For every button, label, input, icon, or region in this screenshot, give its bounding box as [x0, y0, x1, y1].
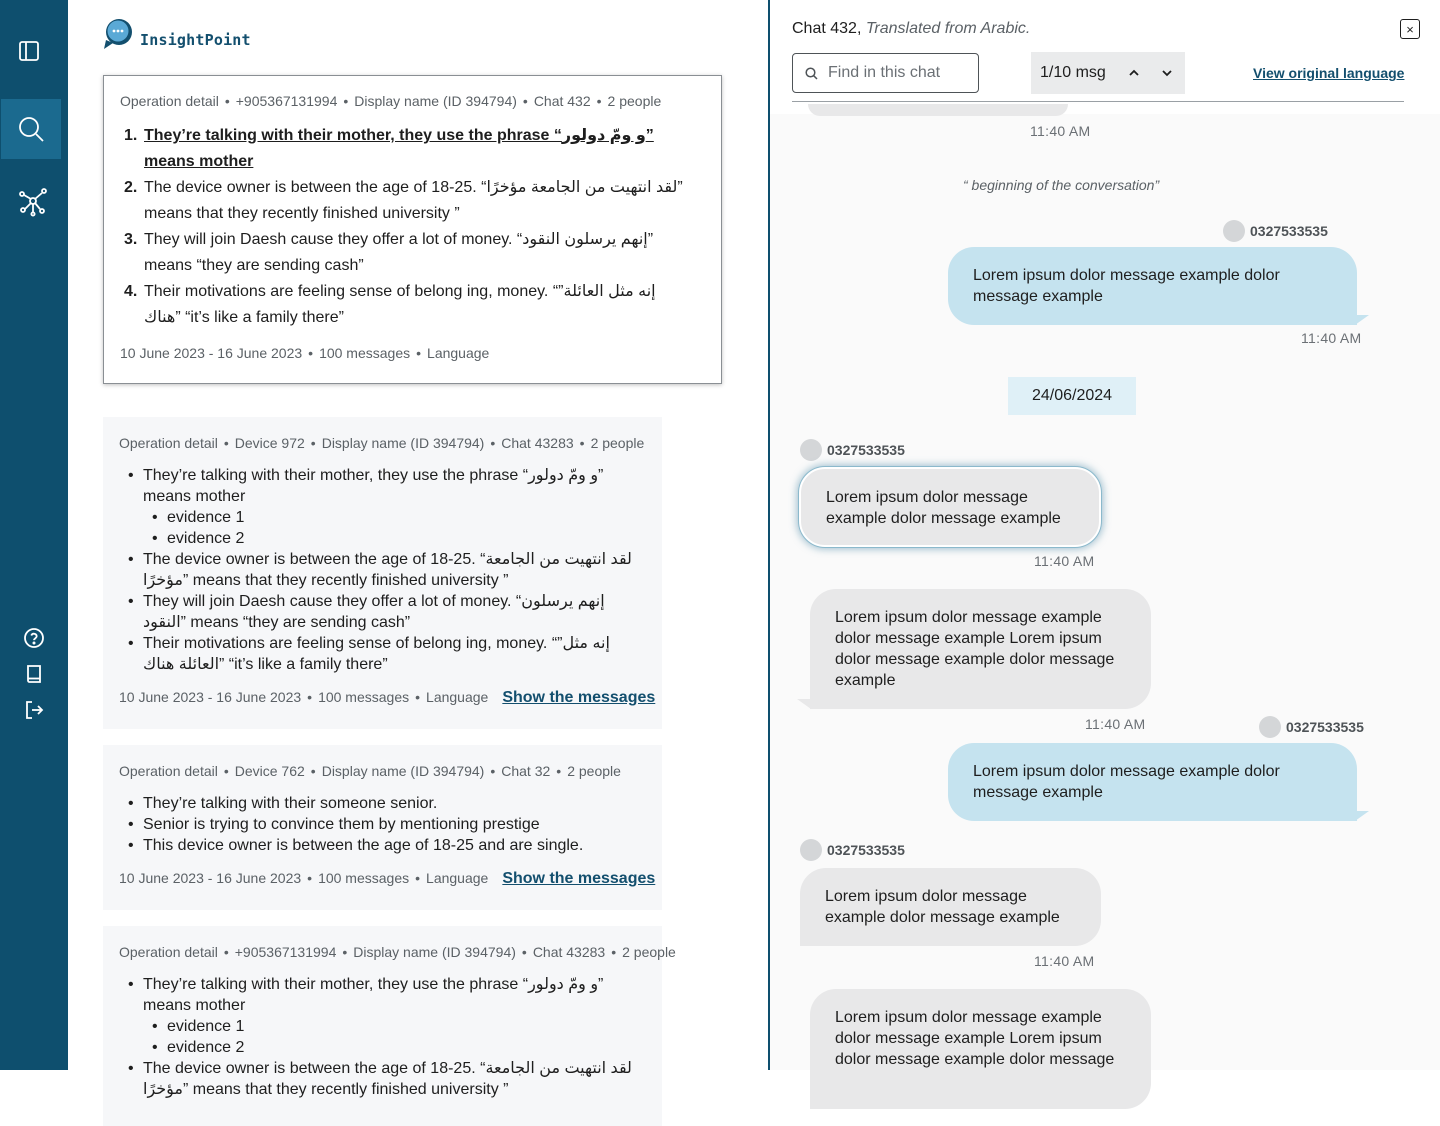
result-meta: Operation detail • +905367131994 • Display name (ID 394794) • Chat 43283 • 2 people: [119, 944, 676, 960]
app-logo: [102, 16, 251, 52]
previous-message-bubble: [808, 104, 1068, 116]
evidence-item: • evidence 1: [167, 507, 639, 528]
message-sender: 0327533535: [1223, 220, 1328, 242]
network-graph-icon: [17, 185, 49, 217]
logout-icon: [23, 699, 45, 721]
finding-item: • This device owner is between the age of 18-25 and are single.: [143, 835, 639, 856]
bubble-tail: [1355, 811, 1369, 821]
chevron-down-icon: [1161, 67, 1173, 79]
sidebar: [0, 0, 68, 1070]
finding-item: • They will join Daesh cause they offer a lot of money. “إنهم يرسلون النقود” means “they are sending cash”: [143, 591, 639, 633]
finding-item: • The device owner is between the age of 18-25. “لقد انتهيت من الجامعة مؤخرًا” means that they recently finished university ”: [143, 1058, 639, 1100]
result-findings: [119, 974, 639, 1100]
result-meta: Operation detail • +905367131994 • Display name (ID 394794) • Chat 432 • 2 people: [120, 93, 662, 109]
outgoing-message[interactable]: Lorem ipsum dolor message example dolor message example: [948, 247, 1357, 325]
message-timestamp: 11:40 AM: [1301, 330, 1362, 346]
chat-bubble-logo-icon: [102, 18, 134, 50]
result-findings: [119, 465, 639, 675]
app-name: InsightPoint: [140, 31, 251, 49]
finding-item: They’re talking with their mother, they use the phrase “و ومّ دولور” means mother: [144, 127, 654, 170]
date-separator: 24/06/2024: [1008, 377, 1136, 415]
result-meta: Operation detail • Device 972 • Display name (ID 394794) • Chat 43283 • 2 people: [119, 435, 645, 451]
finding-item: Their motivations are feeling sense of belong ing, money. “”إنه مثل العائلة هناك” “it’s like a family there”: [144, 283, 656, 326]
next-match-button[interactable]: [1157, 63, 1177, 83]
result-card[interactable]: [103, 745, 662, 910]
chevron-up-icon: [1128, 67, 1140, 79]
view-original-language-link[interactable]: View original language: [1253, 65, 1405, 81]
bubble-tail: [797, 699, 811, 709]
message-sender: 0327533535: [800, 839, 905, 861]
outgoing-message[interactable]: Lorem ipsum dolor message example dolor message example: [948, 743, 1357, 821]
finding-item: • Senior is trying to convince them by mentioning prestige: [143, 814, 639, 835]
previous-match-button[interactable]: [1124, 63, 1144, 83]
incoming-message-highlighted[interactable]: Lorem ipsum dolor message example dolor message example: [799, 467, 1101, 547]
finding-item: • The device owner is between the age of 18-25. “لقد انتهيت من الجامعة مؤخرًا” means that they recently finished university ”: [143, 549, 639, 591]
chat-translation-note: Translated from Arabic.: [865, 20, 1031, 37]
logout-button[interactable]: [20, 696, 48, 724]
message-counter: 1/10 msg: [1040, 64, 1106, 81]
search-icon: [805, 67, 818, 80]
message-sender: 0327533535: [800, 439, 905, 461]
finding-item: • They’re talking with their mother, they use the phrase “و ومّ دولور” means mother • evidence 1 • evidence 2: [143, 974, 639, 1058]
result-footer: 10 June 2023 - 16 June 2023 • 100 messages • Language Show the messages: [119, 689, 656, 706]
sidebar-toggle-button[interactable]: [10, 32, 48, 70]
result-card[interactable]: [103, 417, 662, 729]
message-timestamp: 11:40 AM: [1034, 553, 1095, 569]
incoming-message[interactable]: Lorem ipsum dolor message example dolor message example Lorem ipsum dolor message example dolor message example: [810, 589, 1151, 709]
search-icon: [17, 115, 45, 143]
find-in-chat-field[interactable]: [792, 53, 979, 93]
incoming-message[interactable]: Lorem ipsum dolor message example dolor message example: [800, 868, 1101, 946]
result-card[interactable]: [103, 926, 676, 1126]
chat-header: [770, 0, 1440, 114]
documentation-button[interactable]: [20, 660, 48, 688]
show-messages-link[interactable]: Show the messages: [502, 870, 656, 887]
evidence-item: • evidence 1: [167, 1016, 639, 1037]
result-findings: [119, 793, 639, 856]
find-in-chat-input[interactable]: [828, 64, 968, 82]
conversation-start-label: “ beginning of the conversation”: [963, 177, 1160, 193]
close-icon: ×: [1406, 21, 1414, 37]
message-timestamp: 11:40 AM: [1034, 953, 1095, 969]
avatar: [800, 839, 822, 861]
show-messages-link[interactable]: Show the messages: [502, 689, 656, 706]
avatar: [1259, 716, 1281, 738]
finding-item: They will join Daesh cause they offer a lot of money. “إنهم يرسلون النقود” means “they are sending cash”: [144, 231, 654, 274]
avatar: [1223, 220, 1245, 242]
finding-item: The device owner is between the age of 18-25. “لقد انتهيت من الجامعة مؤخرًا” means that they recently finished university ”: [144, 179, 683, 222]
sidebar-item-search[interactable]: [1, 99, 61, 159]
message-navigator: [1031, 52, 1185, 94]
header-divider: [792, 101, 1404, 102]
evidence-item: • evidence 2: [167, 1037, 639, 1058]
result-footer: 10 June 2023 - 16 June 2023 • 100 messages • Language: [120, 345, 490, 361]
bubble-tail: [1355, 315, 1369, 325]
result-findings: [120, 123, 690, 331]
message-timestamp: 11:40 AM: [1085, 716, 1146, 732]
chat-panel: [768, 0, 1440, 1070]
result-footer: 10 June 2023 - 16 June 2023 • 100 messages • Language Show the messages: [119, 870, 656, 887]
result-meta: Operation detail • Device 762 • Display name (ID 394794) • Chat 32 • 2 people: [119, 763, 621, 779]
close-chat-button[interactable]: [1400, 19, 1420, 39]
message-sender: 0327533535: [1259, 716, 1364, 738]
sidebar-item-network[interactable]: [14, 182, 52, 220]
help-circle-icon: [23, 627, 45, 649]
finding-item: • They’re talking with their someone senior.: [143, 793, 639, 814]
chat-title: Chat 432, Translated from Arabic.: [792, 20, 1031, 37]
evidence-item: • evidence 2: [167, 528, 639, 549]
panel-left-icon: [18, 40, 40, 62]
book-icon: [23, 663, 45, 685]
finding-item: • Their motivations are feeling sense of belong ing, money. “”إنه مثل العائلة هناك” “it’s like a family there”: [143, 633, 639, 675]
incoming-message[interactable]: Lorem ipsum dolor message example dolor message example Lorem ipsum dolor message example dolor message: [810, 989, 1151, 1109]
avatar: [800, 439, 822, 461]
help-button[interactable]: [20, 624, 48, 652]
message-timestamp: 11:40 AM: [1030, 123, 1091, 139]
finding-item: • They’re talking with their mother, they use the phrase “و ومّ دولور” means mother • evidence 1 • evidence 2: [143, 465, 639, 549]
result-card[interactable]: [103, 75, 722, 384]
